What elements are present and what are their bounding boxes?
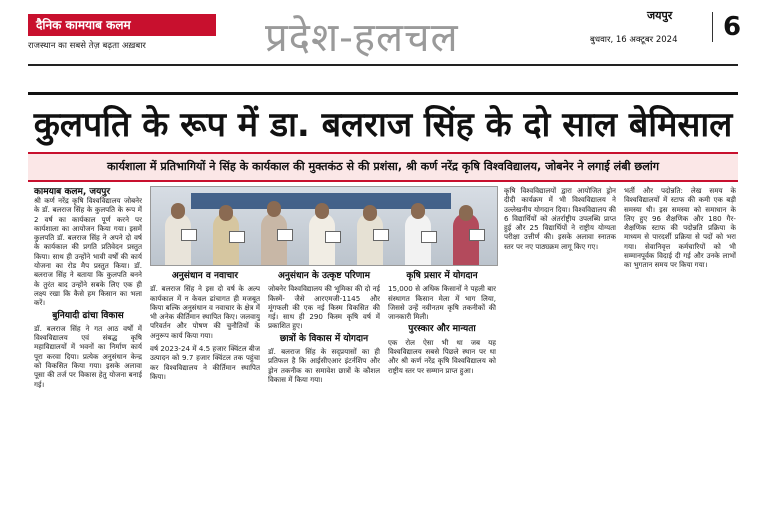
column-2-body-2: वर्ष 2023-24 में 4.5 हजार क्विंटल बीज उत्पादन को 9.7 हजार क्विंटल तक पहुंचा कर विश्वविद्यालय ने कीर्तिमान स्थापित किया। xyxy=(150,344,260,381)
column-2 xyxy=(150,268,260,506)
column-6 xyxy=(624,186,736,506)
column-1-body: डॉ. बलराज सिंह ने गत आठ वर्षों में विश्वविद्यालय एवं संबद्ध कृषि महाविद्यालयों में भवनों का निर्माण कार्य पूरा करवा दिया। प्रत्येक अनुसंधान केन्द्र को विकसित किया गया। इसके अलावा पूसा की तर्ज पर विकास हेतु योजना बनाई गई। xyxy=(34,323,142,389)
subhead-infrastructure: बुनियादी ढांचा विकास xyxy=(52,310,124,321)
column-3 xyxy=(268,268,380,506)
masthead xyxy=(0,0,768,78)
masthead-rule xyxy=(28,64,738,66)
column-2-body-1: डॉ. बलराज सिंह ने इस दो वर्ष के अल्प कार्यकाल में न केवल ढांचागत ही मजबूत किया बल्कि अनुसंधान व नवाचार के क्षेत्र में भी अनेक कीर्तिमान स्थापित किए। जलवायु परिवर्तन और पोषण की चुनौतियों के अनुरूप कार्य किया गया। xyxy=(150,284,260,340)
subhead-agri-extension: कृषि प्रसार में योगदान xyxy=(406,271,478,281)
column-1-intro: श्री कर्ण नरेंद्र कृषि विश्वविद्यालय जोबनेर के डॉ. बलराज सिंह के कुलपति के रूप में 2 वर्ष का कार्यकाल पूर्ण करने पर कार्यशाला का आयोजन किया गया। इसमें कुलपति डॉ. बलराज सिंह ने अपने दो वर्ष के कार्यकाल की प्रगति प्रतिवेदन प्रस्तुत किया। साथ ही उन्होंने भावी वर्षों की कार्य योजना का रोड मैप प्रस्तुत किया। डॉ. बलराज सिंह ने बताया कि कुलपति बनने के तुरंत बाद उन्होंने सबके लिए एक ही लक्ष्य रखा कि कैसे हम किसान का भला करें। xyxy=(34,196,142,308)
certificate-icon xyxy=(181,229,197,241)
column-3-body-2: डॉ. बलराज सिंह के सद्प्रयासों का ही प्रतिफल है कि आईसीएआर इंटर्नशिप और ड्रोन तकनीक का समावेश छात्रों के कौशल विकास में किया गया। xyxy=(268,347,380,384)
column-3-body-1: जोबनेर विश्वविद्यालय की भूमिका की दो नई किस्में- जैसे आरएमजी-1145 और मूंगफली की एक नई किस्म विकसित की गई। साथ ही 290 किस्म कृषि वर्ष में प्रकाशित हुए। xyxy=(268,284,380,331)
edition-city: जयपुर xyxy=(647,9,673,22)
subhead-research-innovation: अनुसंधान व नवाचार xyxy=(171,271,239,281)
column-5 xyxy=(504,186,616,506)
column-1 xyxy=(34,196,142,506)
page-number: 6 xyxy=(712,12,741,42)
subhead-awards: पुरस्कार और मान्यता xyxy=(408,324,476,335)
column-4 xyxy=(388,268,496,506)
newspaper-brand: दैनिक कामयाब कलम xyxy=(28,14,216,36)
subheadline: कार्यशाला में प्रतिभागियों ने सिंह के कार्यकाल की मुक्तकंठ से की प्रशंसा, श्री कर्ण नरेंद्र कृषि विश्वविद्यालय, जोबनेर ने लगाई लंबी छलांग xyxy=(28,152,738,182)
article-photo xyxy=(150,186,498,266)
byline: कामयाब कलम, जयपुर xyxy=(34,187,111,197)
headline: कुलपति के रूप में डा. बलराज सिंह के दो साल बेमिसाल xyxy=(33,105,733,145)
newspaper-tagline: राजस्थान का सबसे तेज़ बढ़ता अख़बार xyxy=(28,41,146,51)
column-4-body-1: 15,000 से अधिक किसानों ने पहली बार संस्थागत किसान मेला में भाग लिया, जिससे उन्हें नवीनतम कृषि तकनीकों की जानकारी मिली। xyxy=(388,284,496,322)
subhead-student-development: छात्रों के विकास में योगदान xyxy=(279,333,369,344)
section-title: प्रदेश-हलचल xyxy=(265,15,459,61)
edition-date: बुधवार, 16 अक्टूबर 2024 xyxy=(590,35,678,45)
column-6-body: भर्ती और पदोन्नति: लेख समय के विश्वविद्यालयों में स्टाफ की कमी एक बड़ी समस्या थी। इस समस्या को समाधान के लिए हुए 96 शैक्षणिक और 180 गैर-शैक्षणिक स्टाफ की पदोन्नति प्रक्रिया के माध्यम से पारदर्शी प्रक्रिया से पदों को भरा गया। सेवानिवृत्त कर्मचारियों को भी सम्मानपूर्वक विदाई दी गई और उनके लाभों का भुगतान समय पर किया गया। xyxy=(624,186,736,270)
headline-rule xyxy=(28,92,738,95)
subhead-research-results: अनुसंधान के उत्कृष्ट परिणाम xyxy=(277,271,370,281)
column-5-body: कृषि विश्वविद्यालयों द्वारा आयोजित ड्रोन दीदी कार्यक्रम में भी विश्वविद्यालय ने उल्लेखनीय योगदान दिया। विश्वविद्यालय की 6 विद्यार्थियों को अंतर्राष्ट्रीय उपलब्धि प्राप्त हुई और 25 विद्यार्थियों ने राष्ट्रीय योग्यता परीक्षा उत्तीर्ण की। इसके अलावा स्नातक स्तर पर नए पाठ्यक्रम लागू किए गए। xyxy=(504,186,616,251)
column-4-body-2: एक रोल ऐसा भी था जब यह विश्वविद्यालय सबसे पिछले स्थान पर था और श्री कर्ण नरेंद्र कृषि विश्वविद्यालय को राष्ट्रीय स्तर पर सम्मान प्राप्त हुआ। xyxy=(388,337,496,375)
